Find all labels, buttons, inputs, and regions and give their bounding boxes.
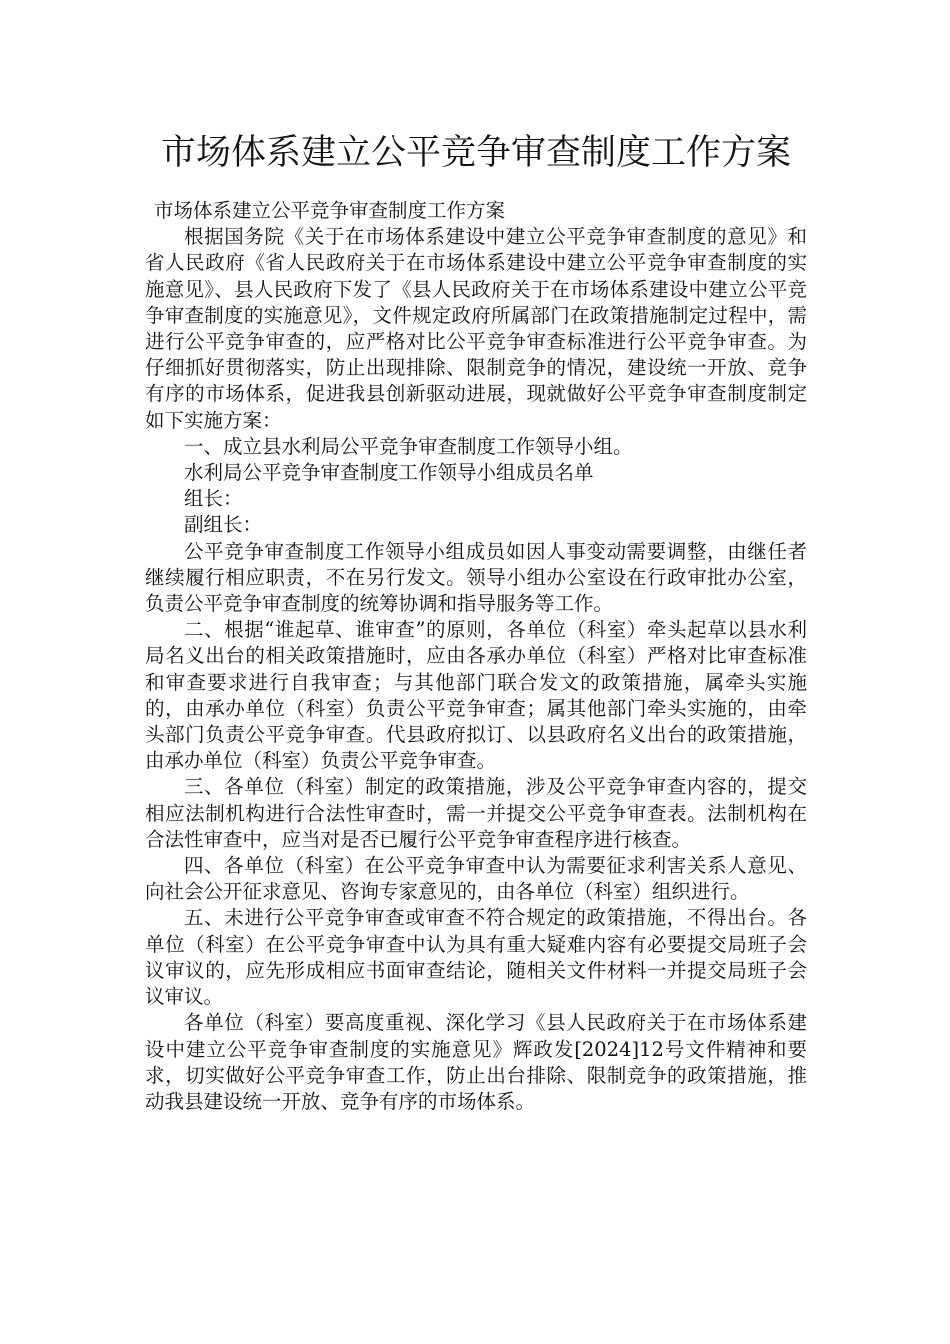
paragraph-section-four: 四、各单位（科室）在公平竞争审查中认为需要征求利害关系人意见、向社会公开征求意见、咨询专家意见的，由各单位（科室）组织进行。 (145, 854, 807, 904)
paragraph-section-three: 三、各单位（科室）制定的政策措施，涉及公平竞争审查内容的，提交相应法制机构进行合法性审查时，需一并提交公平竞争审查表。法制机构在合法性审查中，应当对是否已履行公平竞争审查程序进行核查。 (145, 775, 807, 851)
paragraph-section-five: 五、未进行公平竞争审查或审查不符合规定的政策措施，不得出台。各单位（科室）在公平竞争审查中认为具有重大疑难内容有必要提交局班子会议审议的，应先形成相应书面审查结论，随相关文件材料一并提交局班子会议审议。 (145, 906, 807, 1009)
paragraph-intro: 根据国务院《关于在市场体系建设中建立公平竞争审查制度的意见》和省人民政府《省人民政府关于在市场体系建设中建立公平竞争审查制度的实施意见》、县人民政府下发了《县人民政府关于在市场体系建设中建立公平竞争审查制度的实施意见》，文件规定政府所属部门在政策措施制定过程中，需进行公平竞争审查的，应严格对比公平竞争审查标准进行公平竞争审查。为仔细抓好贯彻落实，防止出现排除、限制竞争的情况，建设统一开放、竞争有序的市场体系，促进我县创新驱动进展，现就做好公平竞争审查制度制定如下实施方案： (145, 225, 807, 432)
document-body (145, 198, 807, 1115)
paragraph-closing: 各单位（科室）要高度重视、深化学习《县人民政府关于在市场体系建设中建立公平竞争审查制度的实施意见》辉政发[2024]12号文件精神和要求，切实做好公平竞争审查工作，防止出台排除、限制竞争的政策措施，推动我县建设统一开放、竞争有序的市场体系。 (145, 1011, 807, 1113)
document-page (145, 0, 807, 1115)
paragraph-section-two: 二、根据“谁起草、谁审查”的原则，各单位（科室）牵头起草以县水利局名义出台的相关政策措施时，应由各承办单位（科室）严格对比审查标准和审查要求进行自我审查；与其他部门联合发文的政策措施，属牵头实施的，由承办单位（科室）负责公平竞争审查；属其他部门牵头实施的，由牵头部门负责公平竞争审查。代县政府拟订、以县政府名义出台的政策措施，由承办单位（科室）负责公平竞争审查。 (145, 618, 807, 773)
paragraph-section-one: 一、成立县水利局公平竞争审查制度工作领导小组。 (184, 434, 633, 458)
paragraph-group-adjustment: 公平竞争审查制度工作领导小组成员如因人事变动需要调整，由继任者继续履行相应职责，不在另行发文。领导小组办公室设在行政审批办公室，负责公平竞争审查制度的统筹协调和指导服务等工作。 (145, 539, 807, 616)
document-title: 市场体系建立公平竞争审查制度工作方案 (160, 133, 791, 173)
paragraph-deputy-leader: 副组长： (184, 513, 263, 537)
paragraph-member-list: 水利局公平竞争审查制度工作领导小组成员名单 (184, 461, 594, 485)
document-subtitle: 市场体系建立公平竞争审查制度工作方案 (154, 199, 506, 222)
paragraph-leader: 组长： (184, 487, 243, 511)
